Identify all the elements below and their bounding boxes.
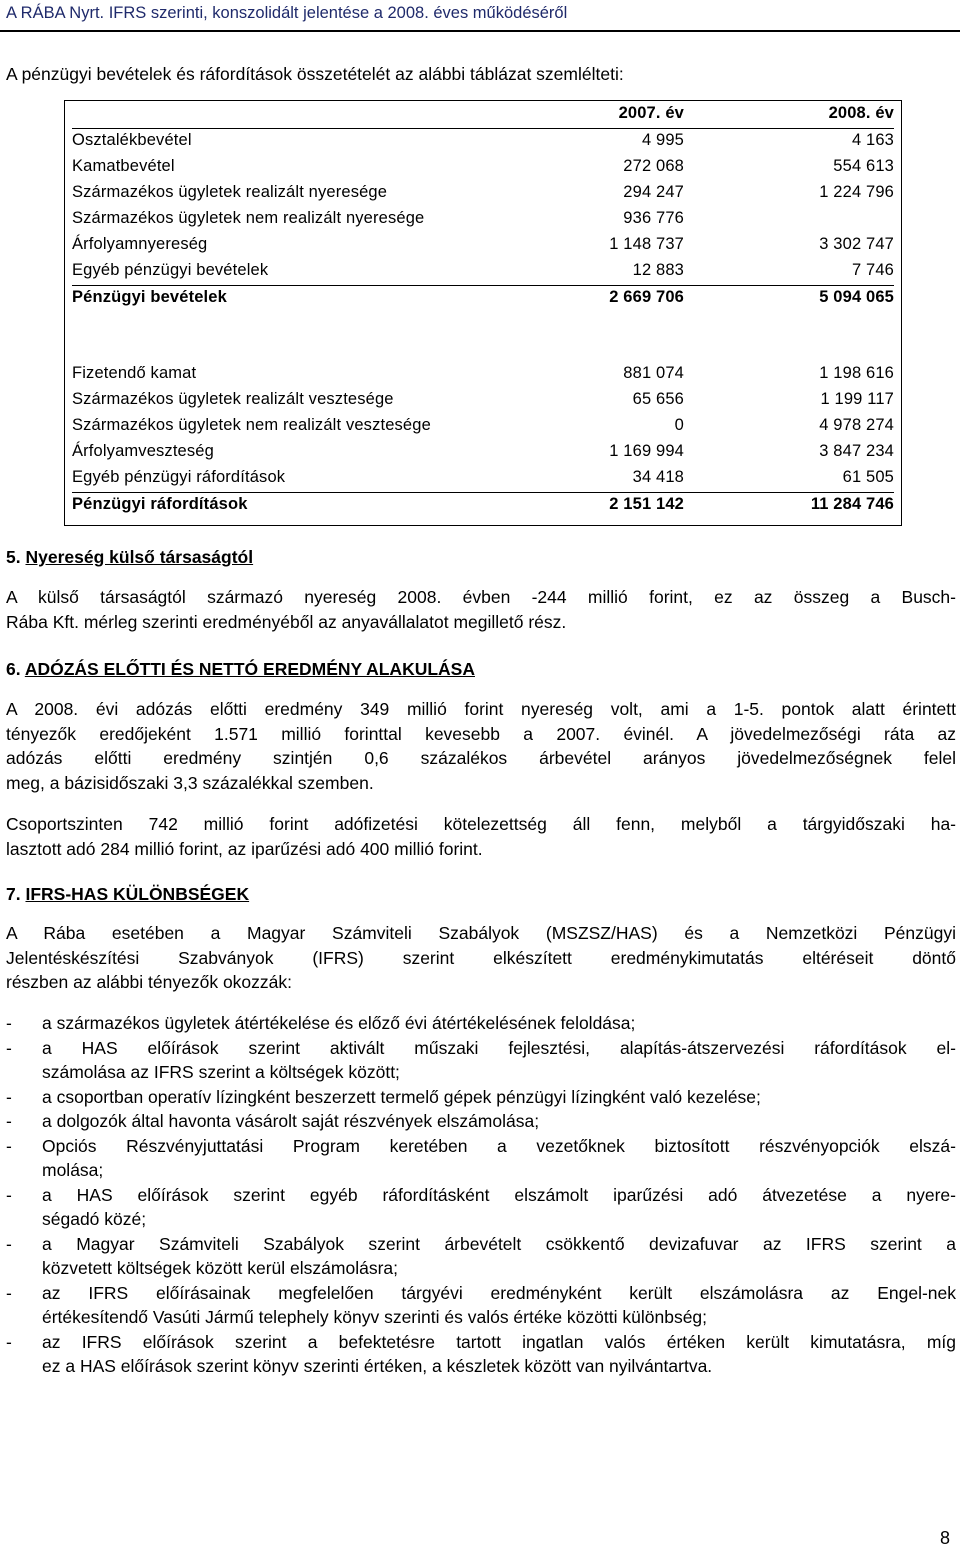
row-label: Árfolyamveszteség — [72, 442, 214, 460]
list-item-line: Opciós Részvényjuttatási Program keretében a vezetőknek biztosított részvényopciók elszá- — [42, 1135, 956, 1156]
value-2008: 1 224 796 — [819, 183, 894, 201]
section-7-line: A Rába esetében a Magyar Számviteli Szabályok (MSZSZ/HAS) és a Nemzetközi Pénzügyi — [6, 923, 956, 943]
table-header-row — [72, 104, 894, 128]
list-item-text — [42, 1134, 956, 1183]
value-2008: 554 613 — [833, 157, 894, 175]
intro-text: A pénzügyi bevételek és ráfordítások összetételét az alábbi táblázat szemlélteti: — [6, 64, 624, 84]
row-label: Származékos ügyletek nem realizált vesztesége — [72, 416, 431, 434]
income-row — [72, 183, 894, 207]
list-item-line: molása; — [42, 1160, 104, 1180]
value-2008: 61 505 — [842, 468, 894, 486]
bullet-dash: - — [6, 1111, 12, 1131]
row-label: Pénzügyi bevételek — [72, 288, 227, 306]
section-6-line: meg, a bázisidőszaki 3,3 százalékkal szemben. — [6, 772, 374, 793]
list-item-line: az IFRS előírásainak megfelelően tárgyévi eredményként került elszámolásra az Engel-nek — [42, 1282, 956, 1303]
value-2007: 272 068 — [623, 157, 684, 175]
bullet-dash: - — [6, 1037, 12, 1058]
value-2007: 12 883 — [632, 261, 684, 279]
income-total-row — [72, 288, 894, 312]
row-label: Egyéb pénzügyi bevételek — [72, 261, 269, 279]
list-item — [6, 1011, 956, 1036]
list-item-text — [42, 1011, 956, 1036]
section-5-paragraph — [6, 585, 956, 634]
header-underline — [72, 128, 894, 129]
value-2007: 2 669 706 — [609, 288, 684, 306]
section-6-number: 6. — [6, 659, 21, 679]
expense-subtotal-line — [72, 492, 894, 493]
value-2008: 5 094 065 — [819, 288, 894, 306]
value-2008: 1 199 117 — [820, 390, 894, 408]
bullet-dash: - — [6, 1331, 12, 1352]
value-2008: 2008. év — [828, 104, 894, 122]
value-2007: 65 656 — [632, 390, 684, 408]
section-7-paragraph — [6, 921, 956, 995]
list-item-line: a HAS előírások szerint aktivált műszaki fejlesztési, alapítás-átszervezési ráfordítások el- — [42, 1037, 956, 1058]
list-item-text — [42, 1281, 956, 1330]
list-item-line: ségadó közé; — [42, 1209, 147, 1229]
row-label: Egyéb pénzügyi ráfordítások — [72, 468, 286, 486]
value-2008: 11 284 746 — [810, 495, 894, 513]
list-item-line: számolása az IFRS szerint a költségek között; — [42, 1062, 400, 1082]
list-item — [6, 1134, 956, 1183]
bullet-dash: - — [6, 1135, 12, 1156]
row-label: Osztalékbevétel — [72, 131, 192, 149]
list-item-text — [42, 1232, 956, 1281]
section-7-title: IFRS-HAS KÜLÖNBSÉGEK — [25, 884, 250, 904]
value-2008: 3 847 234 — [819, 442, 894, 460]
bullet-dash: - — [6, 1233, 12, 1254]
section-5-line: Rába Kft. mérleg szerinti eredményéből az anyavállalatot megillető rész. — [6, 611, 567, 632]
section-6-paragraph-2 — [6, 812, 956, 861]
list-item-text — [42, 1330, 956, 1379]
expense-row — [72, 442, 894, 466]
row-label: Kamatbevétel — [72, 157, 175, 175]
value-2007: 2007. év — [618, 104, 684, 122]
bullet-dash: - — [6, 1013, 12, 1033]
list-item-line: a származékos ügyletek átértékelése és előző évi átértékelésének feloldása; — [42, 1013, 636, 1033]
section-7-line: részben az alábbi tényezők okozzák: — [6, 972, 292, 992]
row-label: Származékos ügyletek realizált vesztesége — [72, 390, 394, 408]
value-2007: 34 418 — [632, 468, 684, 486]
section-6-line: Csoportszinten 742 millió forint adófizetési kötelezettség áll fenn, melyből a tárgyidőszaki ha- — [6, 814, 956, 834]
list-item — [6, 1232, 956, 1281]
value-2007: 4 995 — [641, 131, 684, 149]
page-number: 8 — [940, 1528, 951, 1548]
section-6-line: adózás előtti eredmény szintjén 0,6 százalékos árbevétel arányos jövedelmezőségnek felel — [6, 748, 956, 768]
expense-row — [72, 364, 894, 388]
section-6-heading — [6, 659, 475, 680]
income-subtotal-line — [72, 285, 894, 286]
section-7-heading — [6, 884, 249, 905]
section-5-number: 5. — [6, 547, 21, 567]
header-divider — [0, 30, 960, 32]
list-item-text — [42, 1085, 956, 1110]
ifrs-has-differences-list — [6, 1011, 956, 1379]
list-item-line: értékesítendő Vasúti Jármű telephely könyv szerinti és valós értéke közötti különbség; — [42, 1307, 708, 1327]
list-item — [6, 1330, 956, 1379]
list-item-text — [42, 1183, 956, 1232]
bullet-dash: - — [6, 1282, 12, 1303]
income-row — [72, 209, 894, 233]
list-item-text — [42, 1036, 956, 1085]
list-item-line: a Magyar Számviteli Szabályok szerint árbevételt csökkentő devizafuvar az IFRS szerint a — [42, 1233, 956, 1254]
list-item — [6, 1036, 956, 1085]
expense-row — [72, 468, 894, 492]
value-2007: 881 074 — [623, 364, 684, 382]
value-2007: 0 — [674, 416, 684, 434]
section-7-line: Jelentéskészítési Szabványok (IFRS) szerint elkészített eredménykimutatás eltéréseit döntő — [6, 947, 956, 968]
bullet-dash: - — [6, 1184, 12, 1205]
bullet-dash: - — [6, 1086, 12, 1107]
list-item — [6, 1183, 956, 1232]
value-2007: 294 247 — [623, 183, 684, 201]
list-item — [6, 1281, 956, 1330]
value-2007: 1 148 737 — [609, 235, 684, 253]
income-row — [72, 131, 894, 155]
value-2008: 4 163 — [851, 131, 894, 149]
expense-row — [72, 416, 894, 440]
value-2007: 2 151 142 — [609, 495, 684, 513]
list-item-line: közvetett költségek között kerül elszámolásra; — [42, 1258, 398, 1278]
row-label: Származékos ügyletek realizált nyeresége — [72, 183, 388, 201]
list-item-line: a csoportban operatív lízingként beszerzett termelő gépek pénzügyi lízingként való kezelése; — [42, 1086, 761, 1107]
value-2008: 4 978 274 — [819, 416, 894, 434]
expense-row — [72, 390, 894, 414]
value-2008: 1 198 616 — [819, 364, 894, 382]
income-row — [72, 157, 894, 181]
income-row — [72, 261, 894, 285]
row-label: Fizetendő kamat — [72, 364, 197, 382]
list-item-line: a HAS előírások szerint egyéb ráfordításként elszámolt iparűzési adó átvezetése a nyere- — [42, 1184, 956, 1205]
list-item-line: ez a HAS előírások szerint könyv szerinti értéken, a készletek között van nyilvántartva. — [42, 1356, 713, 1376]
list-item-text — [42, 1109, 956, 1134]
list-item — [6, 1109, 956, 1134]
income-row — [72, 235, 894, 259]
section-5-line: A külső társaságtól származó nyereség 2008. évben -244 millió forint, ez az összeg a Busch- — [6, 587, 956, 607]
value-2007: 1 169 994 — [609, 442, 684, 460]
section-5-title: Nyereség külső társaságtól — [25, 547, 254, 567]
value-2007: 936 776 — [623, 209, 684, 227]
section-6-paragraph-1 — [6, 697, 956, 795]
value-2008: 3 302 747 — [819, 235, 894, 253]
row-label: Árfolyamnyereség — [72, 235, 208, 253]
section-6-title: ADÓZÁS ELŐTTI ÉS NETTÓ EREDMÉNY ALAKULÁSA — [24, 659, 475, 679]
section-6-line: A 2008. évi adózás előtti eredmény 349 millió forint nyereség volt, ami a 1-5. pontok alatt érintett — [6, 699, 956, 719]
list-item — [6, 1085, 956, 1110]
list-item-line: az IFRS előírások szerint a befektetésre tartott ingatlan valós értéken került kimutatásra, míg — [42, 1331, 956, 1352]
section-6-line: tényezők eredőjeként 1.571 millió forinttal kevesebb a 2007. évinél. A jövedelmezőségi ráta az — [6, 723, 956, 744]
list-item-line: a dolgozók által havonta vásárolt saját részvények elszámolása; — [42, 1111, 540, 1131]
page-header: A RÁBA Nyrt. IFRS szerinti, konszolidált jelentése a 2008. éves működéséről — [6, 4, 568, 22]
value-2008: 7 746 — [851, 261, 894, 279]
section-5-heading — [6, 547, 253, 568]
expense-total-row — [72, 495, 894, 519]
section-6-line: lasztott adó 284 millió forint, az iparűzési adó 400 millió forint. — [6, 838, 483, 859]
section-7-number: 7. — [6, 884, 21, 904]
row-label: Pénzügyi ráfordítások — [72, 495, 248, 513]
row-label: Származékos ügyletek nem realizált nyeresége — [72, 209, 425, 227]
